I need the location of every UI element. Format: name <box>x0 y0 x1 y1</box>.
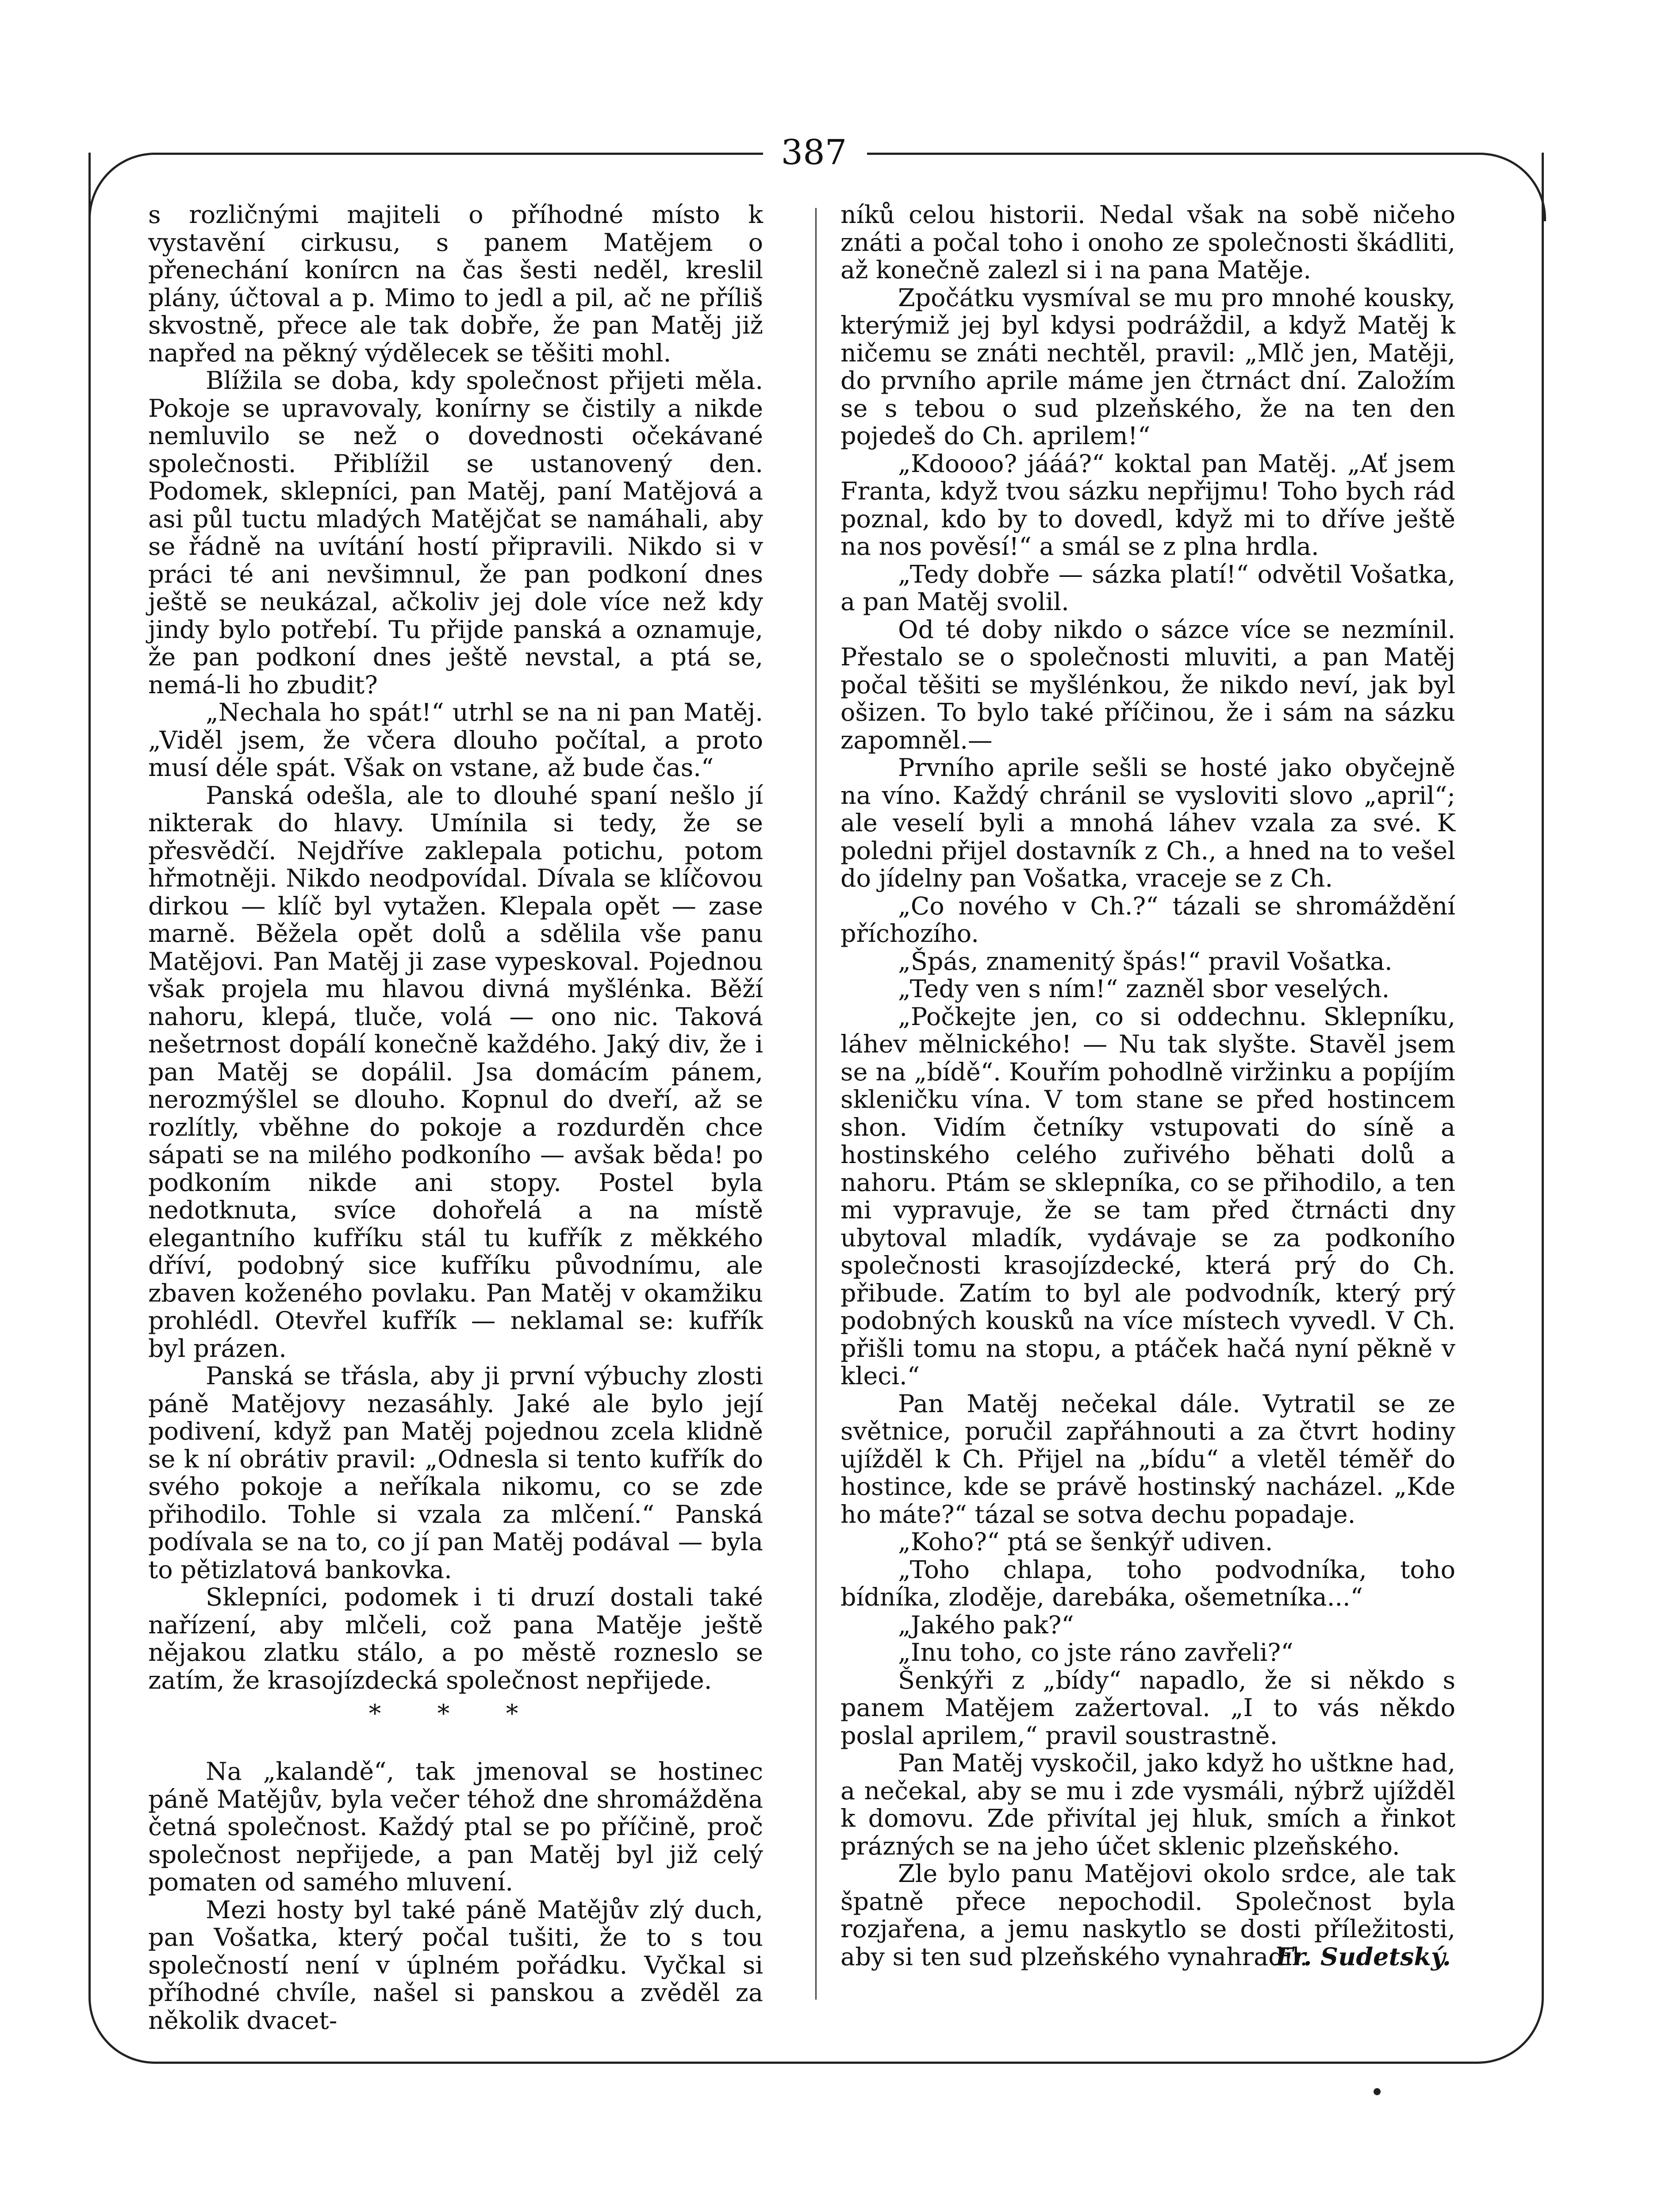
ink-speck <box>1374 2088 1381 2095</box>
section-separator: * * * <box>368 1699 543 1728</box>
paragraph: Blížila se doba, kdy společnost přijeti měla. Pokoje se upravovaly, konírny se čistily a nikde nemluvilo se než o dovednosti očekávané společnosti. Přiblížil se ustanovený den. Podomek, sklepníci, pan Matěj, paní Matějová a asi půl tuctu mladých Matějčat se namáhali, aby se řádně na uvítání hostí připravili. Nikdo si v práci té ani nevšimnul, že pan podkoní dnes ještě se neukázal, ačkoliv jej dole více než kdy jindy bylo potřebí. Tu přijde panská a oznamuje, že pan podkoní dnes ještě nevstal, a ptá se, nemá-li ho zbudit? <box>148 366 763 699</box>
paragraph: „Špás, znamenitý špás!“ pravil Vošatka. <box>898 947 1393 976</box>
paragraph: „Tedy dobře — sázka platí!“ odvětil Vošatka, a pan Matěj svolil. <box>840 560 1455 616</box>
paragraph: „Počkejte jen, co si oddechnu. Sklepníku, láhev mělnického! — Nu tak slyšte. Stavěl jsem se na „bídě“. Kouřím pohodlně viržinku a popíjím skleničku vína. V tom stane se před hostincem shon. Vidím četníky vstupovati do síně a hostinského celého zuřivého běhati dolů a nahoru. Ptám se sklepníka, co se přihodilo, a ten mi vypravuje, že se tam před čtrnácti dny ubytoval mladík, vydávaje se za podkoního společnosti krasojízdecké, která prý do Ch. přibude. Zatím to byl ale podvodník, který prý podobných kousků na více místech vyvedl. V Ch. přišli tomu na stopu, a ptáček hačá nyní pěkně v kleci.“ <box>840 1002 1455 1390</box>
paragraph: „Kdoooo? jááá?“ koktal pan Matěj. „Ať jsem Franta, když tvou sázku nepřijmu! Toho bych rád poznal, kdo by to dovedl, když mi to dříve ještě na nos pověsí!“ a smál se z plna hrdla. <box>840 449 1455 561</box>
paragraph: „Koho?“ ptá se šenkýř udiven. <box>898 1528 1273 1556</box>
paragraph: „Tedy ven s ním!“ zazněl sbor veselých. <box>898 975 1390 1003</box>
paragraph: Panská se třásla, aby ji první výbuchy zlosti páně Matějovy nezasáhly. Jaké ale bylo její podivení, když pan Matěj pojednou zcela klidně se k ní obrátiv pravil: „Odnesla si tento kufřík do svého pokoje a neříkala nikomu, co se zde přihodilo. Tohle si vzala za mlčení.“ Panská podívala se na to, co jí pan Matěj podával — byla to pětizlatová bankovka. <box>148 1362 763 1584</box>
author-signature: Fr. Sudetský. <box>1275 1943 1451 1971</box>
paragraph: Panská odešla, ale to dlouhé spaní nešlo jí nikterak do hlavy. Umínila si tedy, že se přesvědčí. Nejdříve zaklepala potichu, potom hřmotněji. Nikdo neodpovídal. Dívala se klíčovou dirkou — klíč byl vytažen. Klepala opět — zase marně. Běžela opět dolů a sdělila vše panu Matějovi. Pan Matěj ji zase vypeskoval. Pojednou však projela mu hlavou divná myšlénka. Běží nahoru, klepá, tluče, volá — ono nic. Taková nešetrnost dopálí konečně každého. Jaký div, že i pan Matěj se dopálil. Jsa domácím pánem, nerozmýšlel se dlouho. Kopnul do dveří, až se rozlítly, vběhne do pokoje a rozdurděn chce sápati se na milého podkoního — avšak běda! po podkoním nikde ani stopy. Postel byla nedotknuta, svíce dohořelá a na místě elegantního kufříku stál tu kufřík z měkkého dříví, podobný sice kufříku původnímu, ale zbaven koženého povlaku. Pan Matěj v okamžiku prohlédl. Otevřel kufřík — neklamal se: kufřík byl prázen. <box>148 781 763 1363</box>
paragraph: Od té doby nikdo o sázce více se nezmínil. Přestalo se o společnosti mluviti, a pan Matěj počal těšiti se myšlénkou, že nikdo neví, jak byl ošizen. To bylo také příčinou, že i sám na sázku zapomněl.— <box>840 615 1455 755</box>
paragraph: Pan Matěj vyskočil, jako když ho uštkne had, a nečekal, aby se mu i zde vysmáli, nýbrž ujížděl k domovu. Zde přivítal jej hluk, smích a řinkot prázných se na jeho účet sklenic plzeňského. <box>840 1749 1455 1861</box>
page-number: 387 <box>781 133 847 173</box>
paragraph: „Jakého pak?“ <box>898 1610 1074 1640</box>
paragraph: s rozličnými majiteli o příhodné místo k vystavění cirkusu, s panem Matějem o přenechání konírcn na čas šesti neděl, kreslil plány, účtoval a p. Mimo to jedl a pil, ač ne příliš skvostně, přece ale tak dobře, že pan Matěj již napřed na pěkný výdělecek se těšiti mohl. <box>148 200 763 368</box>
paragraph: „Nechala ho spát!“ utrhl se na ni pan Matěj. „Viděl jsem, že včera dlouho počítal, a proto musí déle spát. Však on vstane, až bude čas.“ <box>148 698 763 782</box>
paragraph: Šenkýři z „bídy“ napadlo, že si někdo s panem Matějem zažertoval. „I to vás někdo poslal aprilem,“ pravil soustrastně. <box>840 1666 1455 1750</box>
paragraph: Pan Matěj nečekal dále. Vytratil se ze světnice, poručil zapřáhnouti a za čtvrt hodiny ujížděl k Ch. Přijel na „bídu“ a vletěl téměř do hostince, kde se právě hostinský nacházel. „Kde ho máte?“ tázal se sotva dechu popadaje. <box>840 1389 1455 1529</box>
paragraph: níků celou historii. Nedal však na sobě ničeho znáti a počal toho i onoho ze společnosti škádliti, až konečně zalezl si i na pana Matěje. <box>840 200 1455 284</box>
paragraph: „Co nového v Ch.?“ tázali se shromáždění příchozího. <box>840 891 1455 948</box>
left-column <box>148 201 763 2035</box>
right-column <box>840 201 1455 1971</box>
paragraph: Zpočátku vysmíval se mu pro mnohé kousky, kterýmiž jej byl kdysi podráždil, a když Matěj k ničemu se znáti nechtěl, pravil: „Mlč jen, Matěji, do prvního aprile máme jen čtrnáct dní. Založím se s tebou o sud plzeňského, že na ten den pojedeš do Ch. aprilem!“ <box>840 283 1455 450</box>
paragraph: Sklepníci, podomek i ti druzí dostali také nařízení, aby mlčeli, což pana Matěje ještě nějakou zlatku stálo, a po městě rozneslo se zatím, že krasojízdecká společnost nepřijede. <box>148 1583 763 1695</box>
paragraph: „Toho chlapa, toho podvodníka, toho bídníka, zloděje, darebáka, ošemetníka...“ <box>840 1555 1455 1612</box>
paragraph: Prvního aprile sešli se hosté jako obyčejně na víno. Každý chránil se vysloviti slovo „april“; ale veselí byli a mnohá láhev vzala za své. K poledni přijel dostavník z Ch., a hned na to vešel do jídelny pan Vošatka, vraceje se z Ch. <box>840 753 1455 893</box>
paragraph: Mezi hosty byl také páně Matějův zlý duch, pan Vošatka, který počal tušiti, že to s tou společností není v úplném pořádku. Vyčkal si příhodné chvíle, našel si panskou a zvěděl za několik dvacet- <box>148 1895 763 2035</box>
paragraph: Zle bylo panu Matějovi okolo srdce, ale tak špatně přece nepochodil. Společnost byla rozjařena, a jemu naskytlo se dosti příležitosti, aby si ten sud plzeňského vynahradil. <box>840 1859 1455 1971</box>
column-divider <box>815 208 817 2000</box>
paragraph: Na „kalandě“, tak jmenoval se hostinec páně Matějův, byla večer téhož dne shromážděna četná společnost. Každý ptal se po příčině, proč společnost nepřijede, a pan Matěj byl již celý pomaten od samého mluvení. <box>148 1757 763 1897</box>
paragraph: „Inu toho, co jste ráno zavřeli?“ <box>898 1638 1293 1667</box>
